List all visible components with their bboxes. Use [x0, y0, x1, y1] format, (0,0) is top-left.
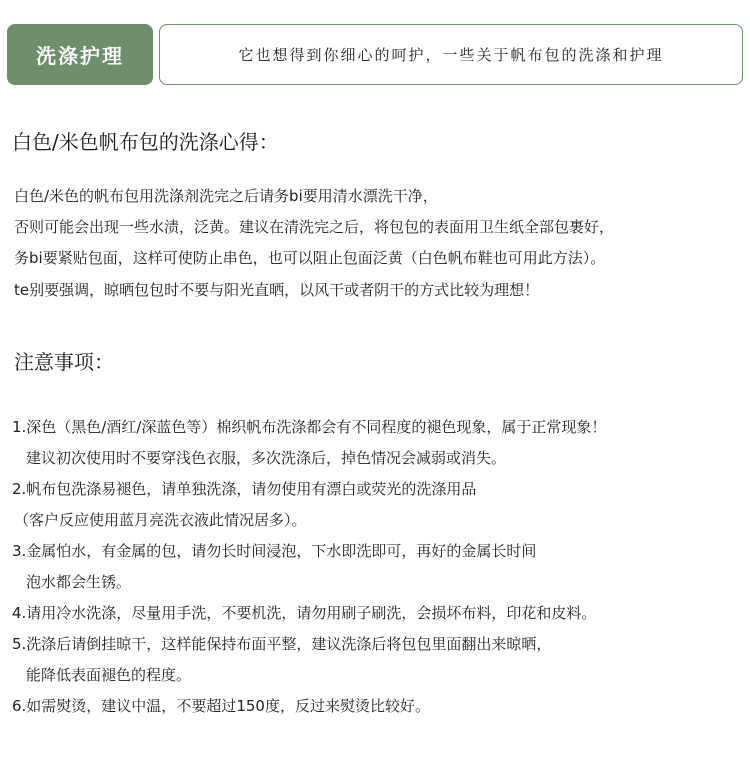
note-line: 能降低表面褪色的程度。 — [26, 666, 192, 684]
note-line: 1.深色（黑色/酒红/深蓝色等）棉织帆布洗涤都会有不同程度的褪色现象，属于正常现象！ — [12, 418, 607, 436]
note-line: 5.洗涤后请倒挂晾干，这样能保持布面平整，建议洗涤后将包包里面翻出来晾晒， — [12, 635, 552, 653]
note-line: 4.请用冷水洗涤，尽量用手洗，不要机洗，请勿用刷子刷洗，会损坏布料，印花和皮料。 — [12, 604, 597, 622]
care-header — [7, 24, 743, 85]
note-line: 6.如需熨烫，建议中温，不要超过150度，反过来熨烫比较好。 — [12, 697, 430, 715]
care-tagline: 它也想得到你细心的呵护，一些关于帆布包的洗涤和护理 — [159, 24, 743, 85]
note-line: 泡水都会生锈。 — [26, 573, 132, 591]
washing-tip-line: 白色/米色的帆布包用洗涤剂洗完之后请务bi要用清水漂洗干净， — [14, 187, 438, 205]
washing-tip-line: 否则可能会出现一些水渍，泛黄。建议在清洗完之后，将包包的表面用卫生纸全部包裹好， — [14, 218, 615, 236]
note-line: 2.帆布包洗涤易褪色，请单独洗涤，请勿使用有漂白或荧光的洗涤用品 — [12, 480, 477, 498]
washing-tips-title: 白色/米色帆布包的洗涤心得： — [12, 130, 279, 154]
washing-tip-line: te别要强调，晾晒包包时不要与阳光直晒，以风干或者阴干的方式比较为理想！ — [14, 281, 540, 299]
notes-title: 注意事项： — [14, 350, 114, 374]
note-line: 3.金属怕水，有金属的包，请勿长时间浸泡，下水即洗即可，再好的金属长时间 — [12, 542, 537, 560]
note-line: 建议初次使用时不要穿浅色衣服，多次洗涤后，掉色情况会减弱或消失。 — [26, 449, 507, 467]
notes-list — [12, 412, 742, 722]
note-line: （客户反应使用蓝月亮洗衣液此情况居多）。 — [14, 511, 307, 529]
care-badge: 洗涤护理 — [7, 24, 153, 85]
washing-tip-line: 务bi要紧贴包面，这样可使防止串色，也可以阻止包面泛黄（白色帆布鞋也可用此方法）。 — [14, 249, 606, 267]
